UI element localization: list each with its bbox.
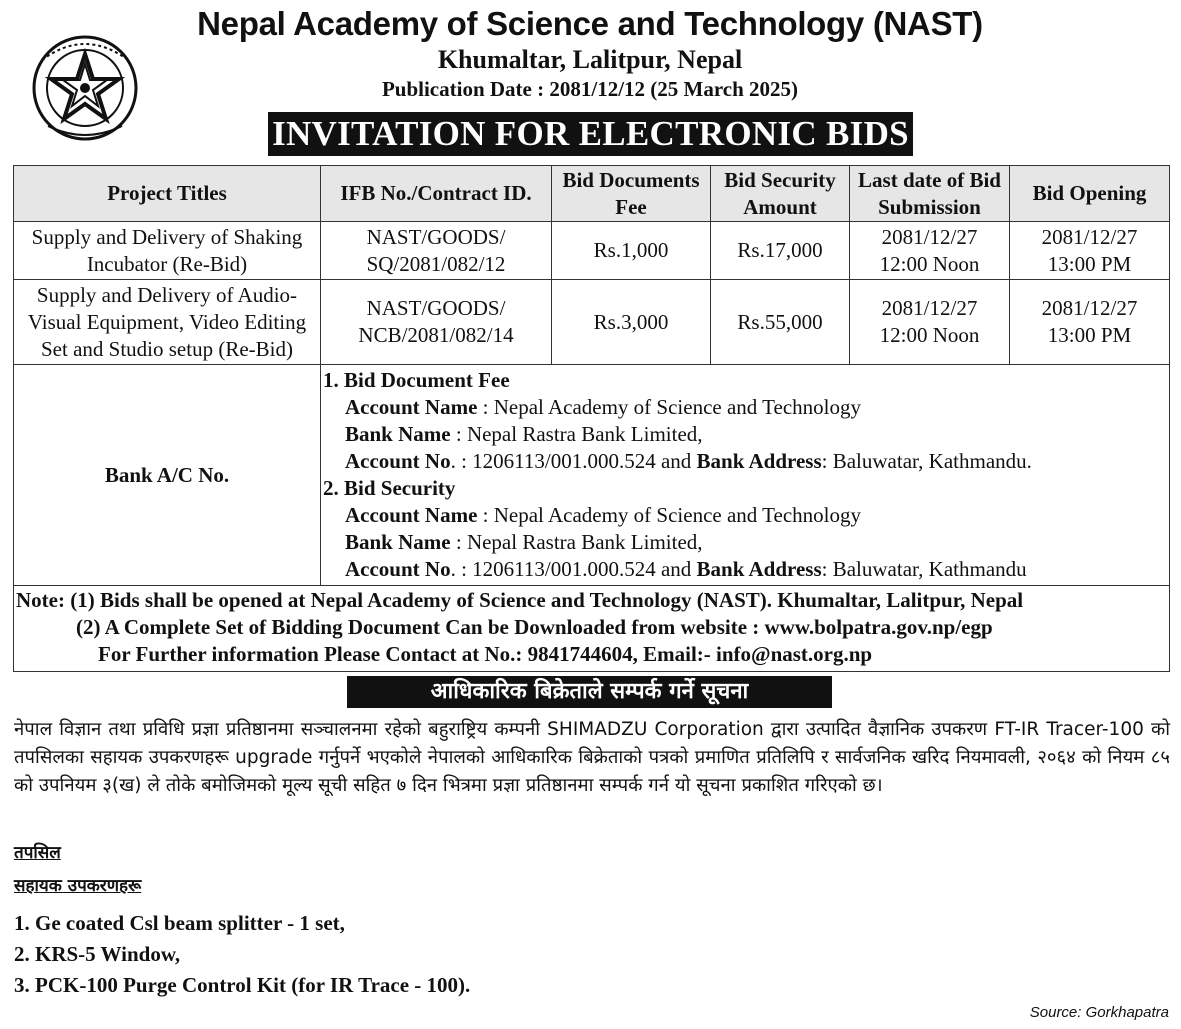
account-name-value: : Nepal Academy of Science and Technology: [477, 503, 861, 527]
bank-address-value: : Baluwatar, Kathmandu.: [821, 449, 1032, 473]
note-cell: [14, 586, 1170, 672]
account-name-label: Account Name: [345, 395, 478, 419]
account-no-label: Account No: [345, 557, 451, 581]
bank-address-label: Bank Address: [696, 449, 822, 473]
note-row: [14, 586, 1170, 672]
ifb-number: NAST/GOODS/ SQ/2081/082/12: [321, 222, 552, 280]
project-title: Supply and Delivery of Audio-Visual Equipment, Video Editing Set and Studio setup (Re-Bid): [14, 280, 321, 365]
last-date-cell: [850, 280, 1010, 365]
account-no-line: [321, 448, 1169, 475]
bank-name-label: Bank Name: [345, 530, 451, 554]
nepali-notice-banner: आधिकारिक बिक्रेताले सम्पर्क गर्ने सूचना: [347, 676, 832, 708]
note-line-2: (2) A Complete Set of Bidding Document Can be Downloaded from website : www.bolpatra.gov.np/egp: [76, 615, 993, 639]
source-credit: Source: Gorkhapatra: [1029, 1004, 1169, 1021]
table-header-row: [14, 166, 1170, 222]
header-doc-fee: Bid Documents Fee: [552, 166, 711, 222]
table-row: [14, 280, 1170, 365]
list-item: 2. KRS-5 Window,: [14, 942, 181, 966]
bank-account-label: Bank A/C No.: [14, 365, 321, 586]
doc-fee: Rs.1,000: [552, 222, 711, 280]
header-last-date: Last date of Bid Submission: [850, 166, 1010, 222]
last-date-cell: [850, 222, 1010, 280]
account-name-line: [321, 394, 1169, 421]
account-no-value: . : 1206113/001.000.524 and: [450, 557, 697, 581]
opening-date: 2081/12/27: [1041, 296, 1138, 320]
opening-cell: [1010, 222, 1170, 280]
header-bid-opening: Bid Opening: [1010, 166, 1170, 222]
account-name-line: [321, 502, 1169, 529]
bank-address-value: : Baluwatar, Kathmandu: [821, 557, 1027, 581]
nast-seal-logo: [12, 34, 158, 142]
security-amount: Rs.55,000: [711, 280, 850, 365]
last-time: 12:00 Noon: [879, 323, 980, 347]
star-emblem-icon: [12, 34, 158, 142]
last-date: 2081/12/27: [881, 296, 978, 320]
note-line-3: For Further information Please Contact at No.: 9841744604, Email:- info@nast.org.np: [98, 642, 873, 666]
bank-section-title: 2. Bid Security: [323, 476, 456, 500]
list-item: 1. Ge coated Csl beam splitter - 1 set,: [14, 911, 345, 935]
opening-time: 13:00 PM: [1047, 323, 1132, 347]
opening-time: 13:00 PM: [1047, 251, 1132, 276]
last-time: 12:00 Noon: [879, 251, 980, 276]
bank-row: [14, 365, 1170, 586]
publication-date: Publication Date : 2081/12/12 (25 March 2025): [381, 77, 799, 101]
doc-fee: Rs.3,000: [552, 280, 711, 365]
bank-name-line: [321, 529, 1169, 556]
details-label: तपसिल: [14, 843, 61, 863]
invitation-banner: INVITATION FOR ELECTRONIC BIDS: [268, 112, 913, 156]
organization-address: Khumaltar, Lalitpur, Nepal: [437, 45, 743, 74]
ifb-number: NAST/GOODS/ NCB/2081/082/14: [321, 280, 552, 365]
opening-date: 2081/12/27: [1041, 224, 1138, 249]
accessories-label: सहायक उपकरणहरू: [14, 876, 142, 896]
bank-section-title: 1. Bid Document Fee: [323, 368, 510, 392]
header-project-titles: Project Titles: [14, 166, 321, 222]
opening-cell: [1010, 280, 1170, 365]
header-bid-security: Bid Security Amount: [711, 166, 850, 222]
account-no-label: Account No: [345, 449, 451, 473]
nepali-notice-paragraph: नेपाल विज्ञान तथा प्रविधि प्रज्ञा प्रतिष्ठानमा सञ्चालनमा रहेको बहुराष्ट्रिय कम्पनी SHIMADZU Corporation द्वारा उत्पादित वैज्ञानिक उपकरण FT-IR Tracer-100 को तपसिलका सहायक उपकरणहरू upgrade गर्नुपर्ने भएकोले नेपालको आधिकारिक बिक्रेताको पत्रको प्रमाणित प्रतिलिपि र सार्वजनिक खरिद नियमावली, २०६४ को नियम ८५ को उपनियम ३(ख) ले तोके बमोजिमको मूल्य सूची सहित ७ दिन भित्रमा प्रज्ञा प्रतिष्ठानमा सम्पर्क गर्न यो सूचना प्रकाशित गरिएको छ।: [14, 719, 1170, 796]
bank-name-value: : Nepal Rastra Bank Limited,: [450, 422, 703, 446]
bank-name-line: [321, 421, 1169, 448]
bid-table: [13, 165, 1170, 672]
note-line-1: Note: (1) Bids shall be opened at Nepal Academy of Science and Technology (NAST). Khumaltar, Lalitpur, Nepal: [16, 588, 1024, 612]
account-name-value: : Nepal Academy of Science and Technology: [477, 395, 861, 419]
account-name-label: Account Name: [345, 503, 478, 527]
accessories-list: [14, 908, 914, 1001]
account-no-value: . : 1206113/001.000.524 and: [450, 449, 697, 473]
bank-details: [321, 365, 1170, 586]
security-amount: Rs.17,000: [711, 222, 850, 280]
account-no-line: [321, 556, 1169, 583]
organization-name: Nepal Academy of Science and Technology (NAST): [197, 5, 983, 42]
bank-name-label: Bank Name: [345, 422, 451, 446]
bank-name-value: : Nepal Rastra Bank Limited,: [450, 530, 703, 554]
table-row: [14, 222, 1170, 280]
list-item: 3. PCK-100 Purge Control Kit (for IR Trace - 100).: [14, 973, 471, 997]
header-ifb-no: IFB No./Contract ID.: [321, 166, 552, 222]
bank-address-label: Bank Address: [696, 557, 822, 581]
project-title: Supply and Delivery of Shaking Incubator (Re-Bid): [14, 222, 321, 280]
last-date: 2081/12/27: [881, 224, 978, 249]
